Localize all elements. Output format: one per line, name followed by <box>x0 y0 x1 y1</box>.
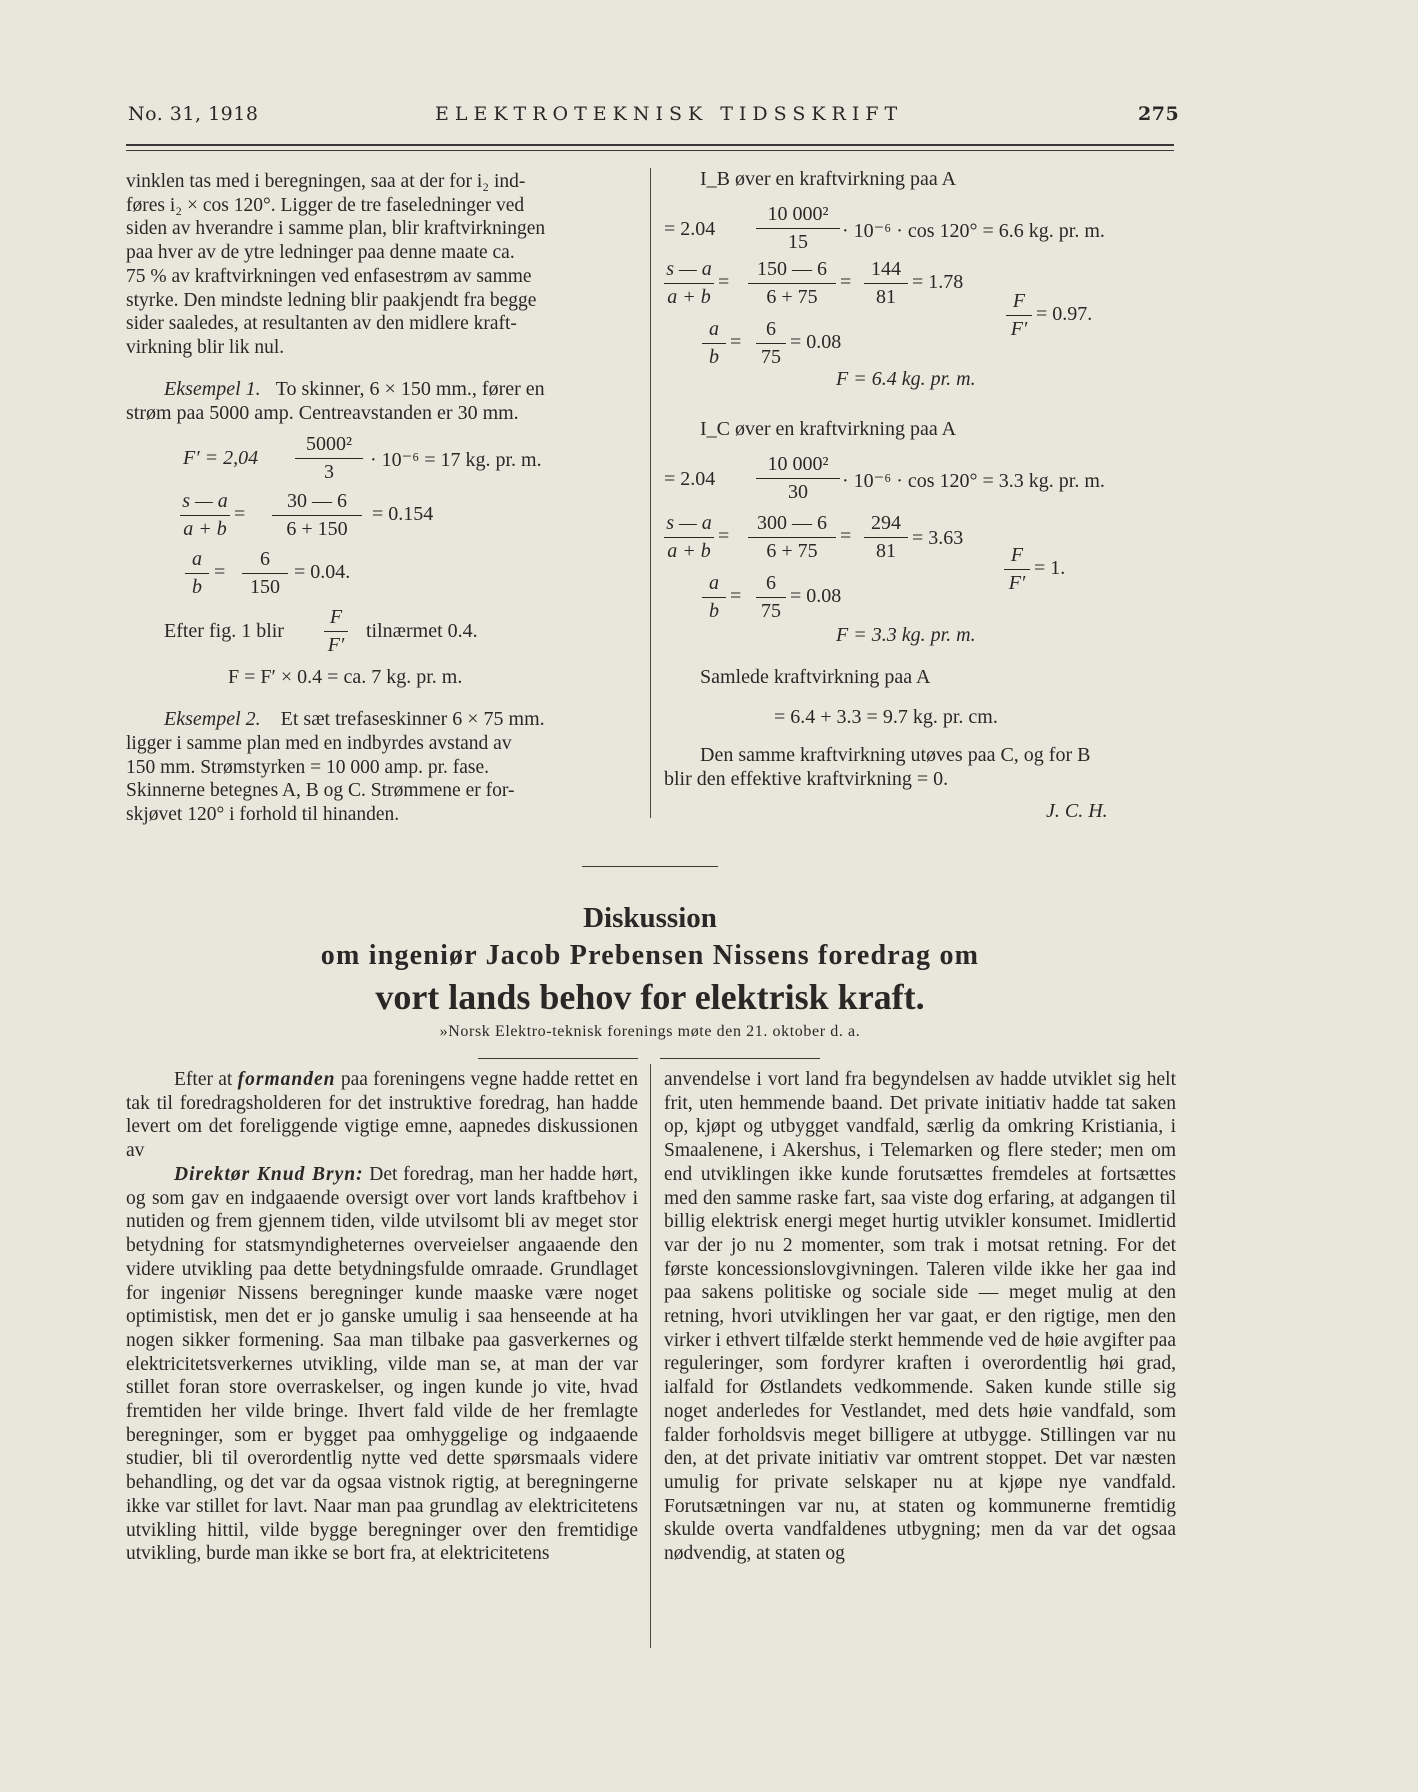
ic-r2-rhs: = 0.08 <box>790 585 842 607</box>
ic-r1-den: a + b <box>667 540 711 562</box>
ic-r1-num: s — a <box>666 512 712 534</box>
eq4: F = F′ × 0.4 = ca. 7 kg. pr. m. <box>228 666 463 688</box>
ib-heading: I_B øver en kraftvirkning paa A <box>700 168 957 190</box>
ib-r1-den2: 6 + 75 <box>766 286 818 308</box>
column-divider-top <box>650 168 651 818</box>
ib-rhs: · 10⁻⁶ · cos 120° = 6.6 kg. pr. m. <box>842 220 1105 242</box>
eq1-lhs: F′ = 2,04 <box>183 447 259 469</box>
ic-r1-den2: 6 + 75 <box>766 540 818 562</box>
ib-lhs: = 2.04 <box>664 218 716 240</box>
ib-r2-a <box>702 318 726 369</box>
eq3-fraction-b <box>242 548 288 599</box>
text-line: Skinnerne betegnes A, B og C. Strømmene er for- <box>126 780 515 802</box>
eq2-num: s — a <box>182 490 228 512</box>
ic-r2-num2: 6 <box>766 572 776 594</box>
page-number: 275 <box>1138 103 1180 125</box>
ib-den: 15 <box>788 231 808 253</box>
example-1-line2: strøm paa 5000 amp. Centreavstanden er 30 mm. <box>126 402 519 424</box>
ic-r2-a <box>702 572 726 623</box>
ic-r1-num3: 294 <box>871 512 901 534</box>
eq1-rhs: · 10⁻⁶ = 17 kg. pr. m. <box>370 449 542 471</box>
ib-r1-den: a + b <box>667 286 711 308</box>
ic-heading: I_C øver en kraftvirkning paa A <box>700 418 957 440</box>
left-top-paragraph <box>126 170 636 360</box>
eq2-den: a + b <box>183 518 227 540</box>
example-1-label: Eksempel 1. <box>164 378 261 400</box>
eq2-fraction-a <box>180 490 230 541</box>
total-label: Samlede kraftvirkning paa A <box>700 666 931 688</box>
ib-num: 10 000² <box>767 203 829 225</box>
ib-r1-num2: 150 — 6 <box>757 258 827 280</box>
ib-r1-a <box>664 258 714 309</box>
eq2-den2: 6 + 150 <box>286 518 348 540</box>
ib-ff-rhs: = 0.97. <box>1036 303 1093 325</box>
section-divider <box>582 866 718 867</box>
ic-ff-rhs: = 1. <box>1034 557 1066 579</box>
ib-fraction <box>756 203 840 254</box>
right-bottom-paragraph: anvendelse i vort land fra begyndelsen av hadde utviklet sig helt frit, uten hemmende baand. Det private initiativ hadde tat saken op, kjøpt og utbygget vandfald, særlig da omkring Kristiania, i Smaalenene, i Akershus, i Telemarken og flere steder; men om end utviklingen ikke kunde forutsættes fremdeles at fortsættes med den samme raske fart, saa viste dog erfaring, at adgangen til billig elektrisk energi meget hurtig utvikler konsumet. Imidlertid var der jo nu 2 momenter, som trak i motsat retning. For det første koncessionslovgivningen. Taleren vilde ikke her gaa ind paa sakens politiske og sociale side — meget mulig at den retning, hvori utviklingen her var gaat, er den rigtige, men den virker i ethvert tilfælde sterkt hemmende ved de høie avgifter paa reguleringer, som fordyrer kraften i overordentlig høi grad, ialfald for Østlandets vedkommende. Saken kunde stille sig noget anderledes for Vestlandet, med dets høie vandfald, som falder forholdsvis meget billigere at utbygge. Stillingen var nu den, at det private initiativ var omtrent stoppet. Det var næsten umulig for private selskaper nu at kjøpe nye vandfald. Forutsætningen var nu, at staten og kommunerne fremtidig skulde overta vandfaldenes utbygning; men da var det ogsaa nødvendig, at staten og <box>664 1069 1176 1565</box>
ib-ff <box>1006 290 1032 341</box>
text-line: sider saaledes, at resultanten av den midlere kraft- <box>126 313 517 335</box>
speaker-name: Direktør Knud Bryn: <box>174 1164 364 1185</box>
eq3-den2: 150 <box>250 576 280 598</box>
fig-den: F′ <box>327 634 345 656</box>
ib-r1-c <box>864 258 908 309</box>
eq1-num: 5000² <box>306 433 352 455</box>
ib-r1-rhs: = 1.78 <box>912 271 964 293</box>
eq3-den: b <box>192 576 202 598</box>
ic-r1-num2: 300 — 6 <box>757 512 827 534</box>
text-line: 150 mm. Strømstyrken = 10 000 amp. pr. fase. <box>126 756 490 778</box>
eq3-num: a <box>192 548 202 570</box>
article-title-1: Diskussion <box>583 902 717 934</box>
example-1 <box>164 378 545 401</box>
text-line: paa hver av de ytre ledninger paa denne maate ca. <box>126 242 515 264</box>
ic-fraction <box>756 453 840 504</box>
ic-r1-den3: 81 <box>876 540 896 562</box>
fig-num: F <box>329 606 343 628</box>
issue-number: No. 31, 1918 <box>128 103 259 125</box>
ic-r2-num: a <box>709 572 719 594</box>
journal-title: ELEKTROTEKNISK TIDSSKRIFT <box>435 103 904 125</box>
example-2-text: Et sæt trefaseskinner 6 × 75 mm. <box>280 708 545 730</box>
rule-right-bottom <box>660 1058 820 1059</box>
column-divider-bottom <box>650 1064 651 1648</box>
intro-post: paa foreningens vegne hadde rettet en tak til foredragsholderen for det instruktive foredrag, han hadde levert om det foreliggende vigtige emne, aapnedes diskussionen av <box>126 1069 639 1162</box>
text-line: virkning blir lik nul. <box>126 336 285 358</box>
left-bottom-speech <box>126 1163 638 1566</box>
text-line: føres i₂ × cos 120°. Ligger de tre faseledninger ved <box>126 194 525 216</box>
ic-r1-b <box>748 512 836 563</box>
ic-ff-den: F′ <box>1008 572 1026 594</box>
ib-r1-num: s — a <box>666 258 712 280</box>
ib-r2-rhs: = 0.08 <box>790 331 842 353</box>
left-bottom-intro <box>126 1068 638 1163</box>
total-eq: = 6.4 + 3.3 = 9.7 kg. pr. cm. <box>774 706 998 728</box>
example-2-label: Eksempel 2. <box>164 708 261 730</box>
text-line: vinklen tas med i beregningen, saa at der for i₂ ind- <box>126 171 526 192</box>
eq1-den: 3 <box>324 461 334 483</box>
intro-pre: Efter at <box>174 1069 233 1090</box>
eq1-fraction <box>295 433 363 484</box>
header-rule <box>126 144 1174 146</box>
article-title-2: om ingeniør Jacob Prebensen Nissens foredrag om <box>320 940 980 971</box>
ic-rhs: · 10⁻⁶ · cos 120° = 3.3 kg. pr. m. <box>842 470 1105 492</box>
eq2-fraction-b <box>272 490 362 541</box>
ic-ff-num: F <box>1010 544 1024 566</box>
rule-left-bottom <box>478 1058 638 1059</box>
eq3-fraction-a <box>185 548 209 599</box>
ib-r2-den2: 75 <box>761 346 781 368</box>
signature: J. C. H. <box>1046 800 1108 822</box>
fig-text: Efter fig. 1 blir <box>164 620 284 642</box>
ib-r1-b <box>748 258 836 309</box>
closing-line-1: Den samme kraftvirkning utøves paa C, og for B <box>700 744 1091 766</box>
eq3-num2: 6 <box>260 548 270 570</box>
text-line: styrke. Den mindste ledning blir paakjendt fra begge <box>126 289 537 311</box>
closing-line-2: blir den effektive kraftvirkning = 0. <box>664 768 949 790</box>
eq2-rhs: = 0.154 <box>372 503 434 525</box>
article-title-3: vort lands behov for elektrisk kraft. <box>375 977 925 1017</box>
ib-ff-num: F <box>1012 290 1026 312</box>
example-2-paragraph <box>126 732 636 827</box>
ic-r2-b <box>756 572 786 623</box>
ib-r2-num2: 6 <box>766 318 776 340</box>
ic-ff <box>1004 544 1030 595</box>
fig-fraction <box>324 606 348 657</box>
speech-text: Det foredrag, man her hadde hørt, og som gav en indgaaende oversigt over vort lands kraftbehov i nutiden og frem gjennem tiden, vilde utvilsomt bli av meget stor betydning for statsmyndigheternes overveielser angaaende den videre utvikling paa dette betydningsfulde omraade. Grundlaget for ingeniør Nissens beregninger kunde maaske være noget optimistisk, men det er jo ganske umulig i saa henseende at ha nogen sikker formening. Saa man tilbake paa gasverkernes og elektricitetsverkernes utvikling, vilde man se, at man der var stillet foran store overraskelser, og ingen kunde jo vite, hvad fremtiden her vilde bringe. Ihvert fald vilde de her fremlagte beregninger, som er bygget paa omhyggelige og indgaaende studier, bli til overordentlig nytte ved dette spørsmaals videre behandling, og det var da ogsaa vistnok rigtig, at beregningerne ikke var stillet for lavt. Naar man paa grundlag av elektricitetens utvikling hittil, vilde bygge beregninger over den fremtidige utvikling, burde man ikke se bort fra, at elektricitetens <box>126 1164 639 1565</box>
ic-den: 30 <box>788 481 808 503</box>
eq3-rhs: = 0.04. <box>294 561 351 583</box>
ic-num: 10 000² <box>767 453 829 475</box>
ic-r1-a <box>664 512 714 563</box>
ib-result: F = 6.4 kg. pr. m. <box>836 368 976 390</box>
ib-r2-den: b <box>709 346 719 368</box>
ib-r2-b <box>756 318 786 369</box>
article-subtitle: »Norsk Elektro-teknisk forenings møte den 21. oktober d. a. <box>439 1023 861 1040</box>
ic-r1-c <box>864 512 908 563</box>
intro-speaker: formanden <box>237 1069 336 1090</box>
ib-r1-den3: 81 <box>876 286 896 308</box>
ic-r2-den: b <box>709 600 719 622</box>
example-1-text: To skinner, 6 × 150 mm., fører en <box>275 378 545 400</box>
example-2 <box>164 708 545 731</box>
ic-result: F = 3.3 kg. pr. m. <box>836 624 976 646</box>
eq2-num2: 30 — 6 <box>287 490 347 512</box>
ic-r2-den2: 75 <box>761 600 781 622</box>
ib-r2-num: a <box>709 318 719 340</box>
text-line: siden av hverandre i samme plan, blir kraftvirkningen <box>126 218 546 240</box>
header-rule-thin <box>126 150 1174 151</box>
text-line: skjøvet 120° i forhold til hinanden. <box>126 804 400 826</box>
ic-r1-rhs: = 3.63 <box>912 527 964 549</box>
text-line: ligger i samme plan med en indbyrdes avstand av <box>126 733 512 754</box>
ic-lhs: = 2.04 <box>664 468 716 490</box>
fig-rhs: tilnærmet 0.4. <box>366 620 478 642</box>
ib-r1-num3: 144 <box>871 258 901 280</box>
ib-ff-den: F′ <box>1010 318 1028 340</box>
text-line: 75 % av kraftvirkningen ved enfasestrøm av samme <box>126 265 532 287</box>
